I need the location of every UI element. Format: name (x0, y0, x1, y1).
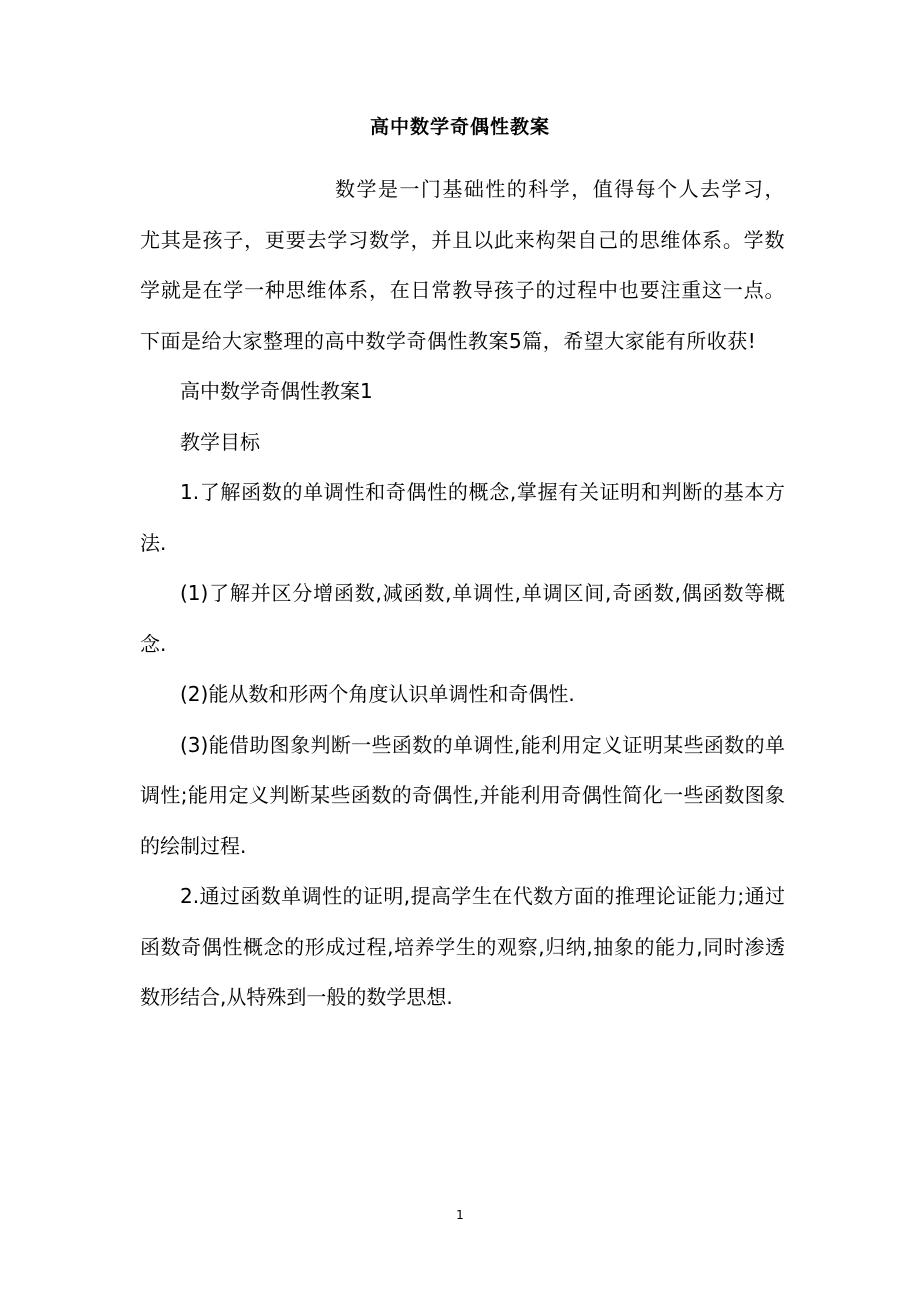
intro-paragraph: 数学是一门基础性的科学，值得每个人去学习，尤其是孩子，更要去学习数学，并且以此来构架自己的思维体系。学数学就是在学一种思维体系，在日常教导孩子的过程中也要注重这一点。下面是给大家整理的高中数学奇偶性教案5篇，希望大家能有所收获! (140, 177, 785, 353)
document-body (140, 164, 785, 1023)
objective-paragraph: (3)能借助图象判断一些函数的单调性,能利用定义证明某些函数的单调性;能用定义判断某些函数的奇偶性,并能利用奇偶性简化一些函数图象的绘制过程. (140, 732, 785, 858)
subsection-heading: 教学目标 (180, 429, 260, 454)
section-heading: 高中数学奇偶性教案1 (180, 379, 373, 403)
objective-paragraph: (2)能从数和形两个角度认识单调性和奇偶性. (180, 682, 575, 706)
objective-paragraph: 2.通过函数单调性的证明,提高学生在代数方面的推理论证能力;通过函数奇偶性概念的形成过程,培养学生的观察,归纳,抽象的能力,同时渗透数形结合,从特殊到一般的数学思想. (140, 884, 785, 1009)
objective-paragraph: (1)了解并区分增函数,减函数,单调性,单调区间,奇函数,偶函数等概念. (140, 581, 785, 656)
document-title: 高中数学奇偶性教案 (369, 116, 550, 138)
page-number: 1 (456, 1208, 464, 1222)
objective-paragraph: 1.了解函数的单调性和奇偶性的概念,掌握有关证明和判断的基本方法. (140, 480, 785, 555)
